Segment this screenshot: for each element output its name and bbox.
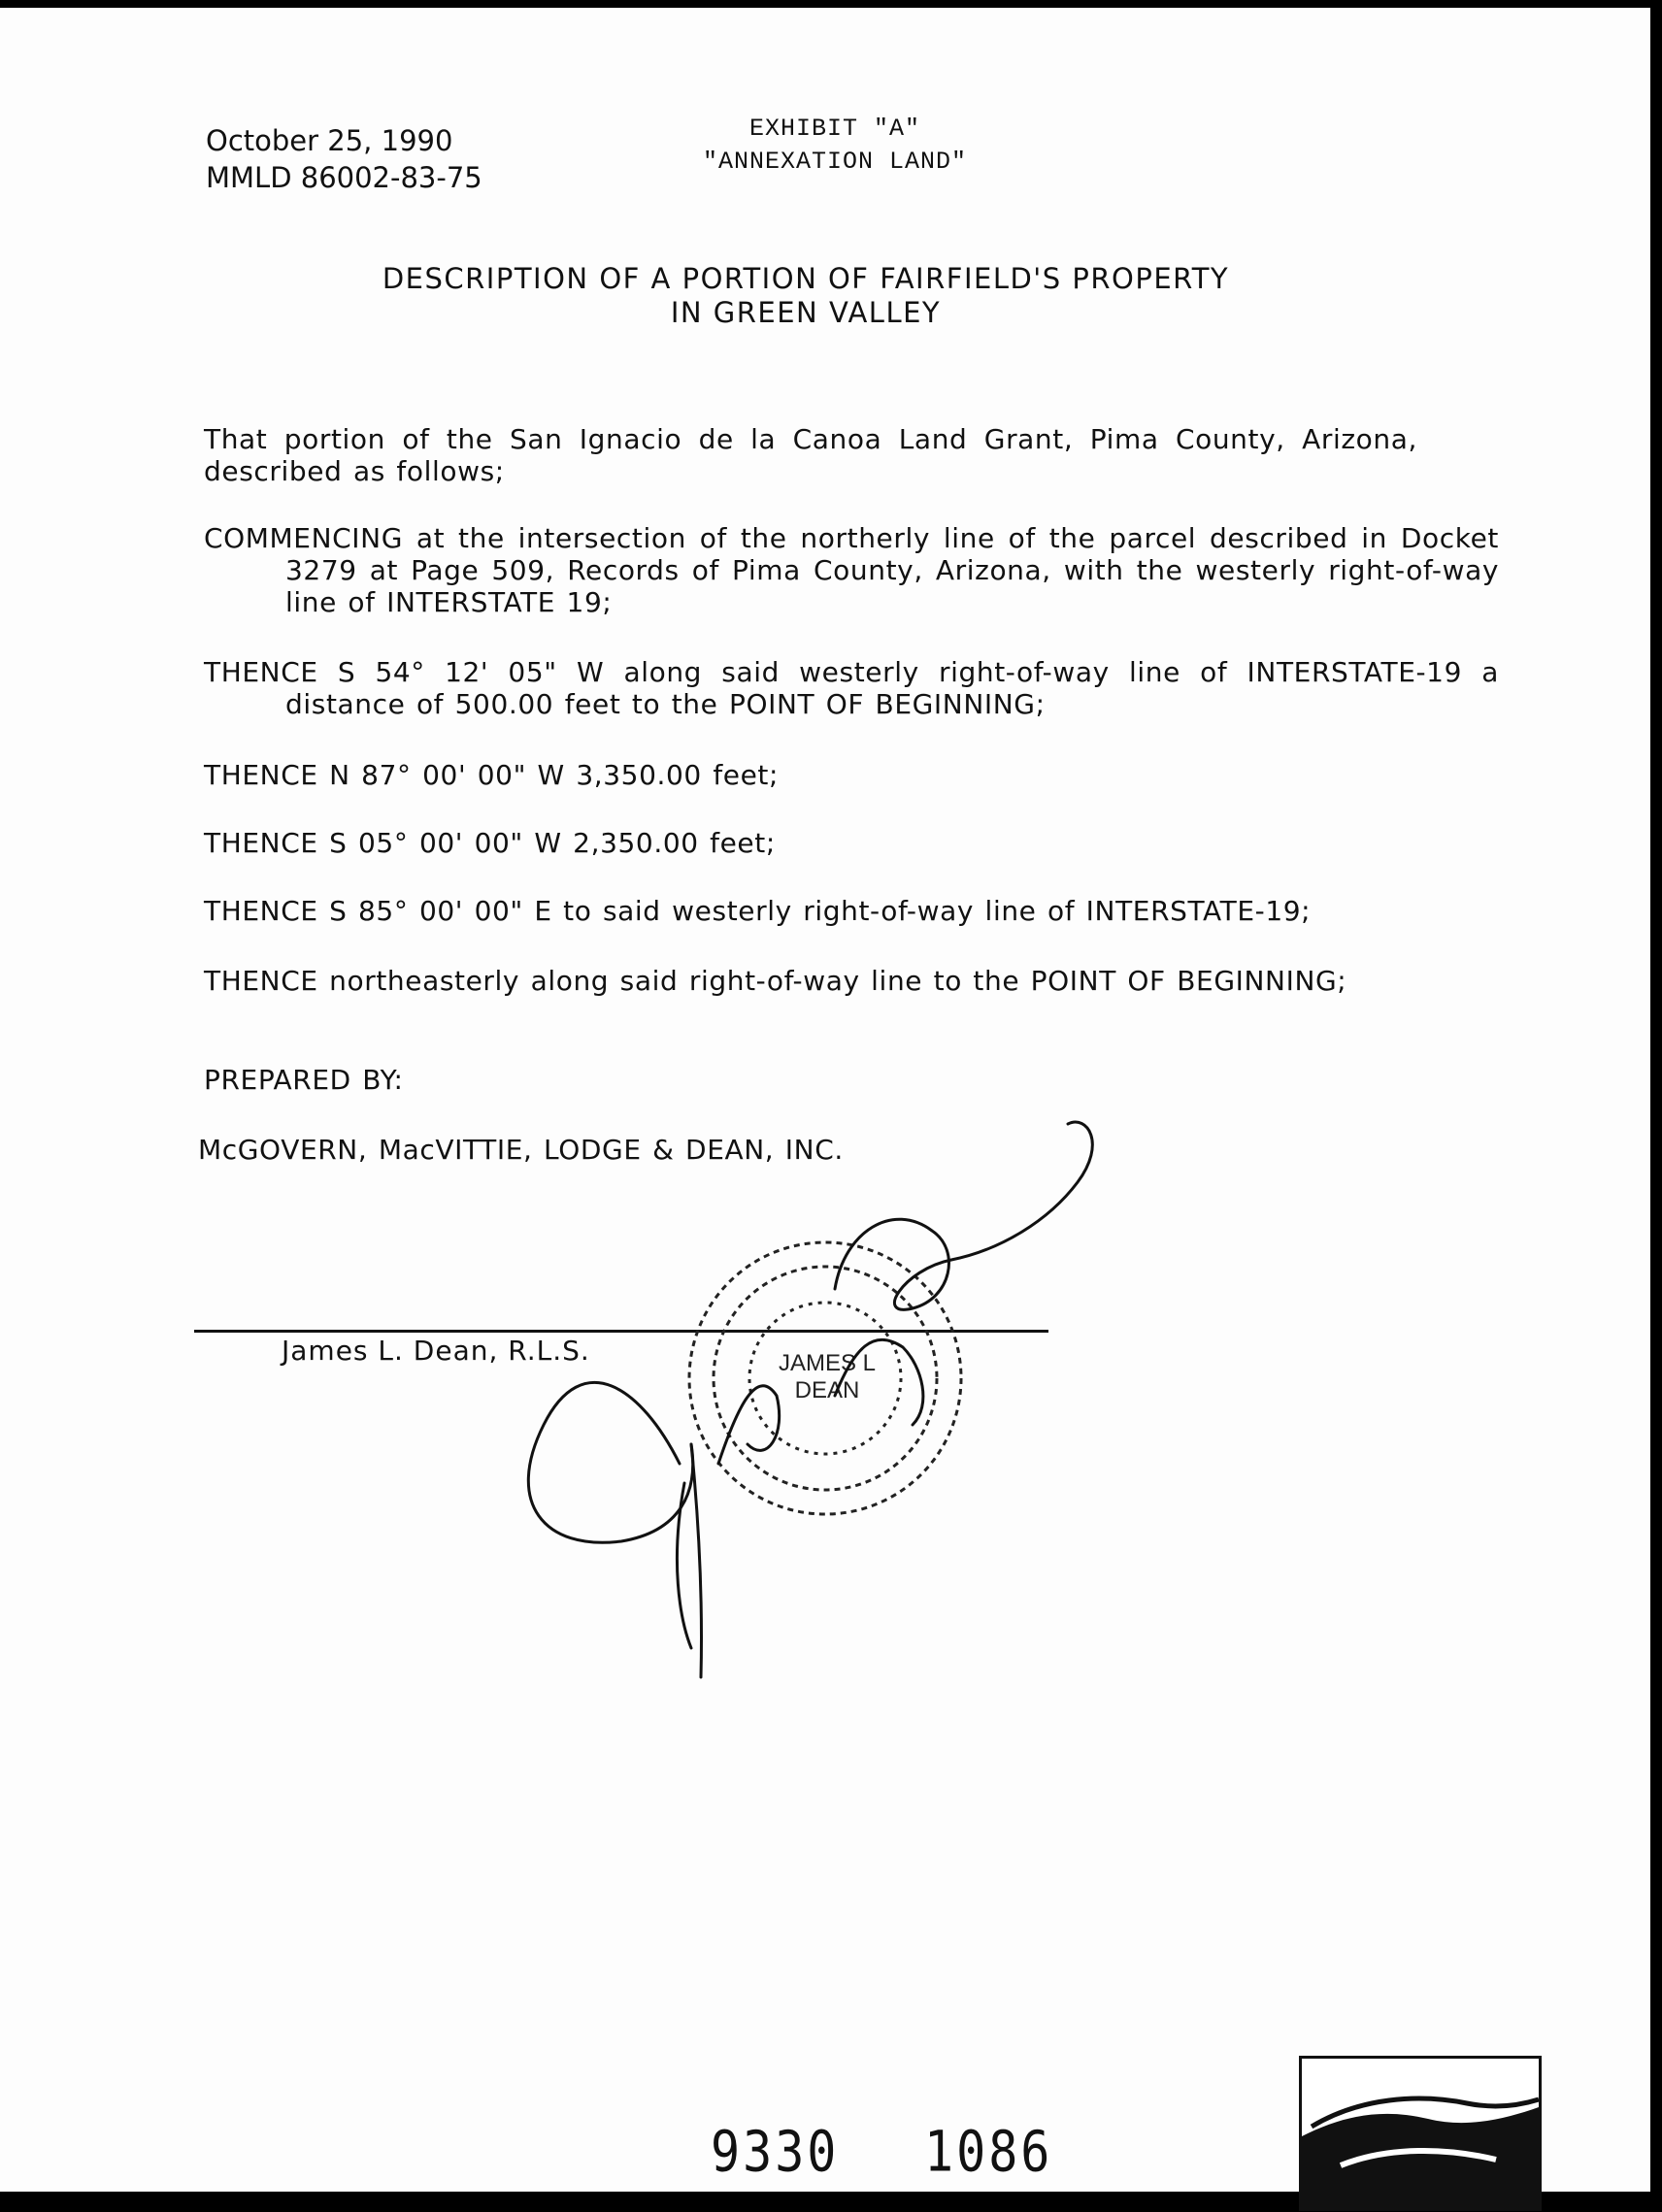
exhibit-label: EXHIBIT "A" xyxy=(748,115,921,143)
wave-logo-icon xyxy=(1302,2059,1539,2208)
document-date: October 25, 1990 xyxy=(206,124,453,157)
document-page xyxy=(0,8,1650,2192)
course-paragraph-2: THENCE N 87° 00' 00" W 3,350.00 feet; xyxy=(204,759,780,791)
company-name: McGOVERN, MacVITTIE, LODGE & DEAN, INC. xyxy=(198,1134,844,1166)
title-line-2: IN GREEN VALLEY xyxy=(670,296,942,329)
reference-number: MMLD 86002-83-75 xyxy=(206,161,482,194)
exhibit-subtitle: "ANNEXATION LAND" xyxy=(702,148,968,176)
title-line-1: DESCRIPTION OF A PORTION OF FAIRFIELD'S PROPERTY xyxy=(382,262,1230,295)
commencing-paragraph: COMMENCING at the intersection of the northerly line of the parcel described in Docket 3279 at Page 509, Records of Pima County, Arizona, with the westerly right-of-way line of INTERSTATE 19; xyxy=(204,522,1499,618)
course-paragraph-4: THENCE S 85° 00' 00" E to said westerly right-of-way line of INTERSTATE-19; xyxy=(204,895,1312,927)
footer-number-2: 1086 xyxy=(924,2119,1053,2185)
recorder-emblem xyxy=(1299,2056,1542,2211)
footer-number-1: 9330 xyxy=(711,2119,840,2185)
prepared-by-label: PREPARED BY: xyxy=(204,1064,404,1096)
course-paragraph-1: THENCE S 54° 12' 05" W along said westerly right-of-way line of INTERSTATE-19 a distance of 500.00 feet to the POINT OF BEGINNING; xyxy=(204,656,1499,720)
seal-name-line-1: JAMES L xyxy=(778,1350,877,1376)
seal-name-line-2: DEAN xyxy=(794,1377,860,1403)
course-paragraph-3: THENCE S 05° 00' 00" W 2,350.00 feet; xyxy=(204,827,776,859)
intro-paragraph: That portion of the San Ignacio de la Canoa Land Grant, Pima County, Arizona, described as follows; xyxy=(204,423,1417,487)
course-paragraph-5: THENCE northeasterly along said right-of-way line to the POINT OF BEGINNING; xyxy=(204,965,1347,997)
signer-name: James L. Dean, R.L.S. xyxy=(282,1335,590,1367)
seal-and-signature xyxy=(0,8,1650,2192)
